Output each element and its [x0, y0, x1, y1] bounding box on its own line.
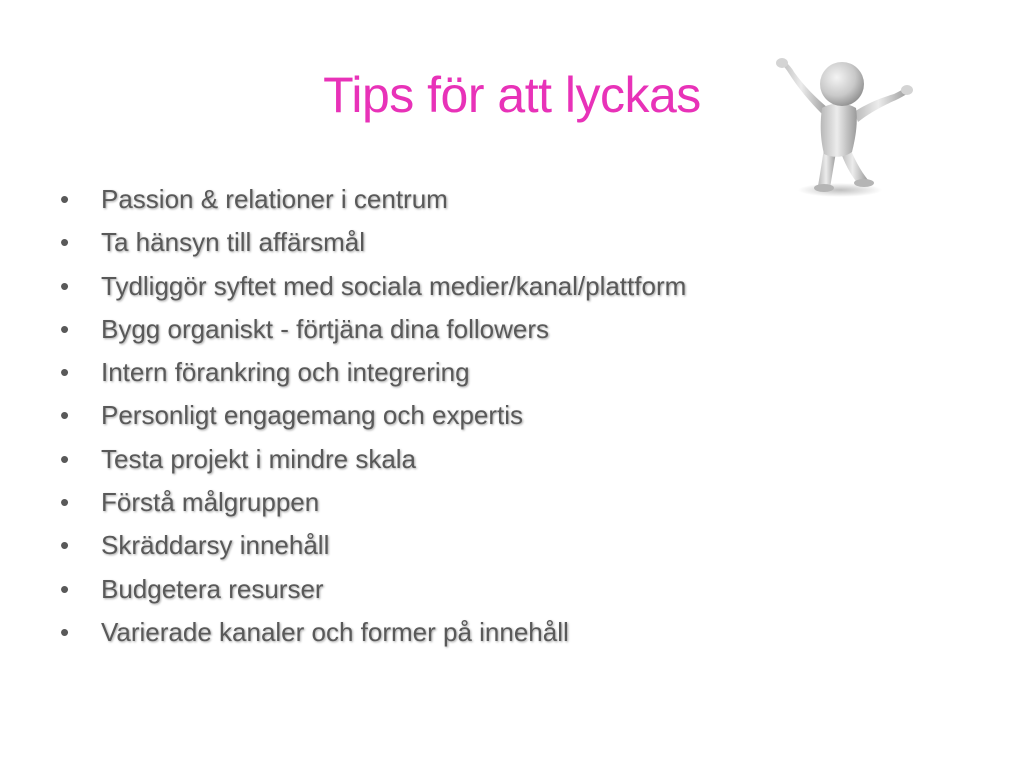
bullet-marker: • [60, 184, 70, 214]
bullet-marker: • [60, 616, 70, 647]
list-item-text: Intern förankring och integrering [101, 357, 470, 388]
list-item [60, 524, 686, 567]
list-item [60, 221, 686, 264]
bullet-marker: • [60, 443, 70, 474]
bullet-marker: • [60, 270, 70, 301]
bullet-marker: • [60, 227, 70, 258]
bullet-marker: • [60, 573, 70, 604]
list-item [60, 265, 686, 308]
bullet-marker: • [60, 400, 70, 431]
bullet-marker: • [60, 487, 70, 518]
list-item [60, 308, 686, 351]
list-item-text: Skräddarsy innehåll [101, 530, 330, 561]
list-item-text: Budgetera resurser [101, 573, 324, 604]
list-item-text: Förstå målgruppen [101, 487, 320, 518]
list-item [60, 394, 686, 437]
bullet-marker: • [60, 530, 70, 561]
slide-title: Tips för att lyckas [323, 67, 701, 123]
bullet-marker: • [60, 313, 70, 344]
list-item-text: Ta hänsyn till affärsmål [101, 227, 365, 258]
list-item-text: Personligt engagemang och expertis [101, 400, 524, 431]
list-item [60, 481, 686, 524]
list-item [60, 568, 686, 611]
list-item-text: Testa projekt i mindre skala [101, 443, 417, 474]
list-item-text: Bygg organiskt - förtjäna dina followers [101, 313, 550, 344]
cheering-person-icon [770, 52, 915, 202]
list-item-text: Passion & relationer i centrum [101, 184, 448, 214]
list-item [60, 611, 686, 654]
bullet-marker: • [60, 357, 70, 388]
bullet-list [60, 178, 686, 654]
list-item-text: Varierade kanaler och former på innehåll [101, 616, 569, 647]
list-item-text: Tydliggör syftet med sociala medier/kanal/plattform [101, 270, 687, 301]
list-item [60, 438, 686, 481]
list-item [60, 178, 686, 221]
list-item [60, 351, 686, 394]
